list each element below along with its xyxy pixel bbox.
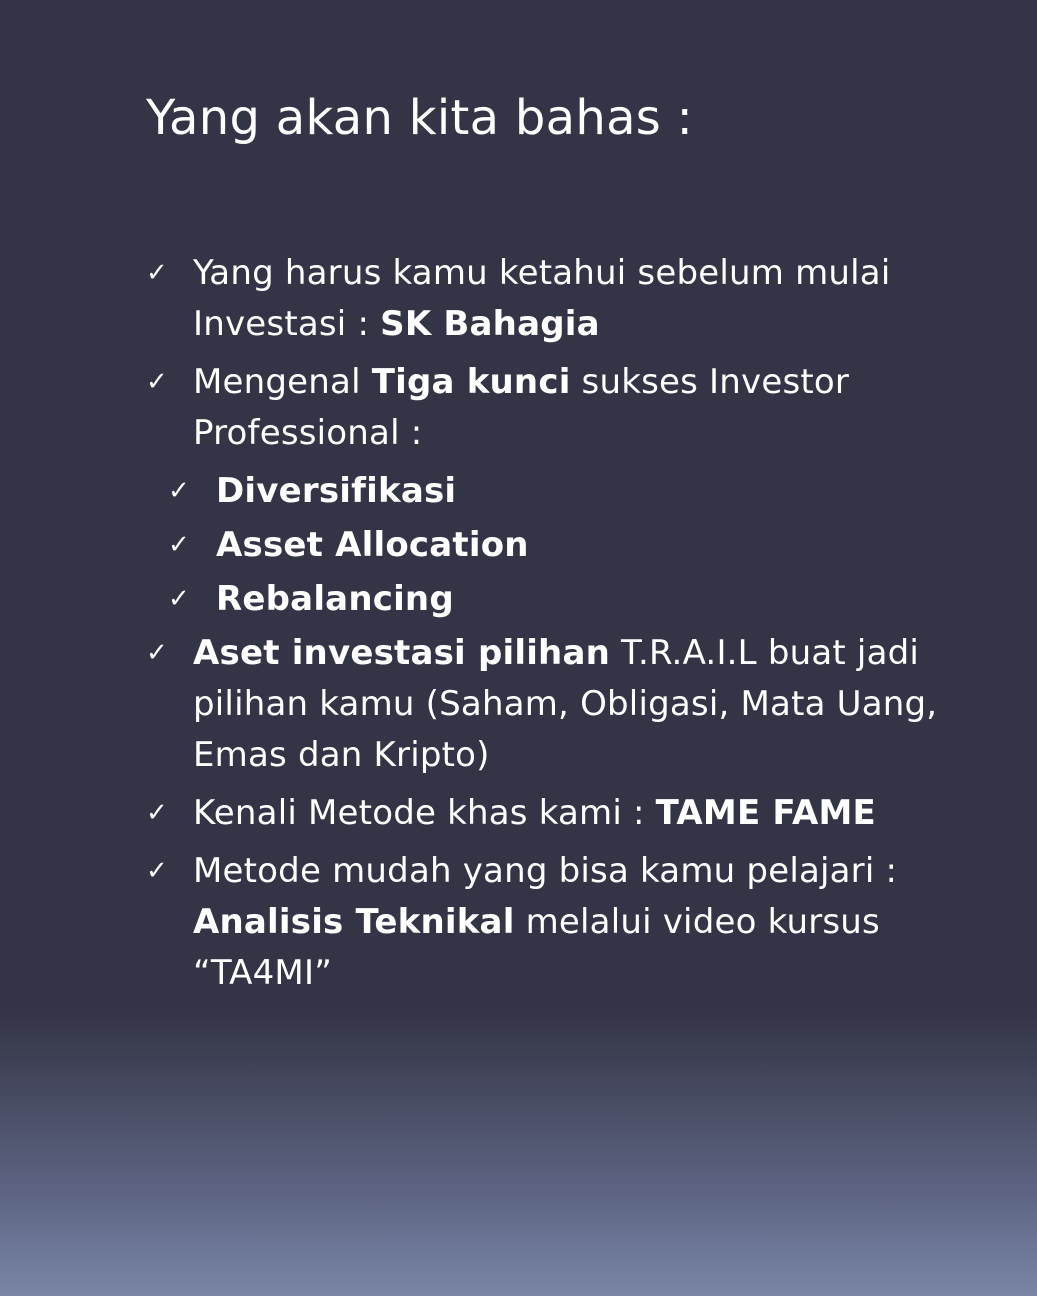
agenda-sub-item: [146, 520, 976, 571]
checkmark-icon: ✓: [146, 258, 168, 288]
checkmark-icon: ✓: [146, 798, 168, 828]
agenda-item-text: melalui video kursus “TA4MI”: [193, 902, 880, 993]
agenda-item: [146, 628, 976, 781]
agenda-item: [146, 248, 976, 350]
agenda-list: [146, 248, 976, 1006]
checkmark-icon: ✓: [168, 584, 190, 614]
checkmark-icon: ✓: [146, 638, 168, 668]
agenda-item: [146, 846, 976, 999]
slide-title: Yang akan kita bahas :: [146, 90, 694, 146]
agenda-item-emphasis: Asset Allocation: [216, 525, 529, 565]
checkmark-icon: ✓: [168, 530, 190, 560]
agenda-item-text: Mengenal: [193, 362, 372, 402]
agenda-item-emphasis: TAME FAME: [655, 793, 876, 833]
agenda-item: [146, 788, 976, 839]
agenda-item-emphasis: SK Bahagia: [380, 304, 600, 344]
agenda-item-text: T.R.A.I.L buat jadi pilihan kamu (Saham, Obligasi, Mata Uang, Emas dan Kripto): [193, 633, 938, 775]
checkmark-icon: ✓: [146, 367, 168, 397]
checkmark-icon: ✓: [146, 856, 168, 886]
agenda-sub-item: [146, 574, 976, 625]
agenda-item-text: Kenali Metode khas kami :: [193, 793, 656, 833]
agenda-item-emphasis: Aset investasi pilihan: [193, 633, 610, 673]
agenda-item-emphasis: Tiga kunci: [371, 362, 571, 402]
agenda-item-emphasis: Analisis Teknikal: [193, 902, 515, 942]
agenda-item-text: sukses Investor Professional :: [193, 362, 850, 453]
checkmark-icon: ✓: [168, 476, 190, 506]
agenda-item-emphasis: Diversifikasi: [216, 471, 457, 511]
agenda-item-emphasis: Rebalancing: [216, 579, 454, 619]
agenda-item-text: Metode mudah yang bisa kamu pelajari :: [193, 851, 898, 891]
agenda-item-text: Yang harus kamu ketahui sebelum mulai Investasi :: [193, 253, 891, 344]
agenda-item: [146, 357, 976, 459]
agenda-sub-item: [146, 466, 976, 517]
